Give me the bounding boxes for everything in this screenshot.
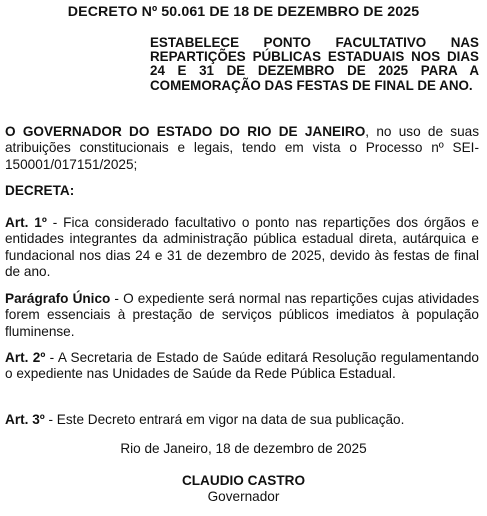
article-1-text: - Fica considerado facultativo o ponto nas repartições dos órgãos e entidades integrantes da administração pública estadual direta, autárquica e fundacional nos dias 24 e 31 de dezembro de 2025, devido às festas de final de ano. xyxy=(5,215,479,279)
preamble-text: , no uso de suas atribuições constitucionais e legais, tendo em vista o Processo nº SEI-150001/017151/2025; xyxy=(5,124,479,172)
preamble-authority: O GOVERNADOR DO ESTADO DO RIO DE JANEIRO xyxy=(5,124,366,139)
article-2-label: Art. 2º xyxy=(5,350,46,365)
signer-name: CLAUDIO CASTRO xyxy=(181,473,306,488)
sole-paragraph xyxy=(5,291,479,340)
article-2-text: - A Secretaria de Estado de Saúde editará Resolução regulamentando o expediente nas Unidades de Saúde da Rede Pública Estadual. xyxy=(5,350,479,382)
article-2 xyxy=(5,350,479,383)
sole-paragraph-text: - O expediente será normal nas repartições cujas atividades forem essenciais à prestação de serviços públicos imediatos à população fluminense. xyxy=(5,291,479,339)
sole-paragraph-label: Parágrafo Único xyxy=(5,291,111,306)
article-1-label: Art. 1º xyxy=(5,215,47,230)
article-3 xyxy=(5,412,479,428)
decree-title: DECRETO Nº 50.061 DE 18 DE DEZEMBRO DE 2025 xyxy=(67,4,420,20)
place-date: Rio de Janeiro, 18 de dezembro de 2025 xyxy=(120,441,367,456)
article-3-label: Art. 3º xyxy=(5,412,45,427)
decreta-heading: DECRETA: xyxy=(5,183,75,198)
article-3-text: - Este Decreto entrará em vigor na data de sua publicação. xyxy=(44,412,405,427)
signer-role: Governador xyxy=(207,489,280,504)
preamble xyxy=(5,124,479,173)
article-1 xyxy=(5,215,479,280)
decree-summary: ESTABELECE PONTO FACULTATIVO NAS REPARTIÇÕES PÚBLICAS ESTADUAIS NOS DIAS 24 E 31 DE DEZEMBRO DE 2025 PARA A COMEMORAÇÃO DAS FESTAS DE FINAL DE ANO. xyxy=(150,35,479,93)
